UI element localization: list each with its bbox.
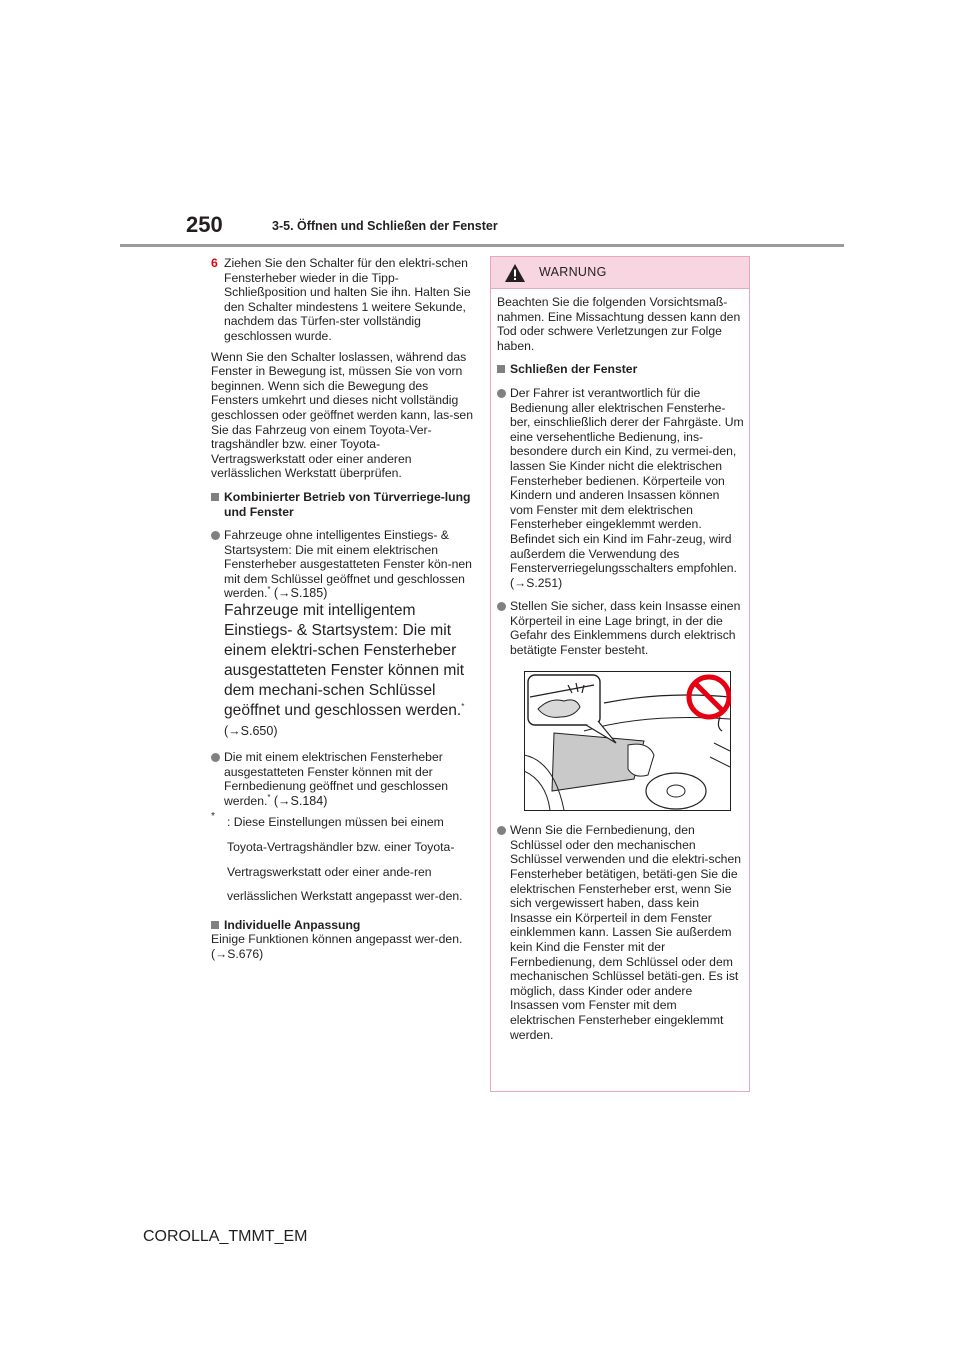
bullet-dot-icon <box>211 531 220 540</box>
window-pinch-illustration <box>524 671 731 811</box>
heading-custom-settings <box>211 918 473 933</box>
list-item <box>497 823 744 1042</box>
bullet-text: Stellen Sie sicher, dass kein Insasse einen Körperteil in eine Lage bringt, in der die Gefahr des Einklemmens durch elektrisch betätigte Fenster besteht. <box>510 599 741 658</box>
heading-text: Individuelle Anpassung <box>224 917 361 932</box>
warning-header <box>491 257 749 289</box>
footnote-marker: * <box>267 792 271 802</box>
bullet-dot-icon <box>497 826 506 835</box>
left-column <box>211 256 473 962</box>
page-header <box>0 0 960 250</box>
page-reference-link[interactable]: (→S.650) <box>224 724 278 739</box>
bullet-text-large-body: Fahrzeuge mit intelligentem Einstiegs- & Startsystem: Die mit einem elektri-schen Fensterheber ausgestatteten Fenster können mit dem mechani-schen Schlüssel geöffnet und geschlossen werden. <box>224 602 465 720</box>
document-code: COROLLA_TMMT_EM <box>143 1228 308 1245</box>
release-paragraph: Wenn Sie den Schalter loslassen, während das Fenster in Bewegung ist, müssen Sie von vorn beginnen. Wenn sich die Bewegung des Fensters umkehrt und dieses nicht vollständig geschlossen oder geöffnet werden kann, las-sen Sie das Fahrzeug von einem Toyota-Ver-tragshändler bzw. einer Toyota-Vertragswerkstatt oder einer anderen verlässlichen Werkstatt überprüfen. <box>211 349 473 481</box>
footnote-text: : Diese Einstellungen müssen bei einem Toyota-Vertragshändler bzw. einer Toyota-Vertragswerkstatt oder einer ande-ren verlässlichen Werkstatt angepasst wer-den. <box>227 815 463 904</box>
list-item <box>497 599 744 657</box>
warning-triangle-icon <box>504 263 526 283</box>
list-item <box>211 528 473 741</box>
bullet-text: Fahrzeuge ohne intelligentes Einstiegs- & Startsystem: Die mit einem elektrischen Fensterheber ausgestatteten Fenster kön-nen mit dem Schlüssel geöffnet und geschlossen werden. <box>224 528 472 601</box>
heading-text: Kombinierter Betrieb von Türverriege-lung und Fenster <box>224 489 471 519</box>
warning-label: WARNUNG <box>539 265 607 279</box>
square-bullet-icon <box>211 493 219 501</box>
warning-body <box>491 289 749 1042</box>
bullet-text: Der Fahrer ist verantwortlich für die Bedienung aller elektrischen Fensterhe-ber, einschließlich derer der Fahrgäste. Um eine versehentliche Bedienung, ins-besondere durch ein Kind, zu vermei-den, lassen Sie Kinder nicht die elektrischen Fensterheber bedienen. Körperteile von Kindern und anderen Insassen können vom Fenster mit dem elektrischen Fensterheber eingeklemmt werden. Befindet sich ein Kind im Fahr-zeug, wird außerdem die Verwendung des Fensterverriegelungsschalters empfohlen. (→S.251) <box>510 385 744 590</box>
bullet-dot-icon <box>497 389 506 398</box>
custom-paragraph: Einige Funktionen können angepasst wer-den. (→S.676) <box>211 932 463 961</box>
step-number: 6 <box>211 256 218 270</box>
list-item <box>211 750 473 808</box>
bullet-text: Die mit einem elektrischen Fensterheber ausgestatteten Fenster können mit der Fernbedienung geöffnet und geschlossen werden. <box>224 750 449 808</box>
heading-text: Schließen der Fenster <box>510 362 638 377</box>
footnote <box>211 810 473 908</box>
warning-heading <box>497 362 744 377</box>
step-text: Ziehen Sie den Schalter für den elektri-schen Fensterheber wieder in die Tipp-Schließposition und halten Sie ihn. Halten Sie den Schalter mindestens 1 weitere Sekunde, nachdem das Türfen-ster vollständig geschlossen wurde. <box>224 256 471 343</box>
footnote-mark: * <box>211 811 215 823</box>
heading-combined-operation <box>211 490 473 519</box>
header-rule <box>120 244 844 247</box>
bullet-text-large <box>224 601 473 741</box>
page-number: 250 <box>186 212 223 237</box>
square-bullet-icon <box>497 365 505 373</box>
list-item <box>497 386 744 590</box>
page-reference-link[interactable]: (→S.185) <box>273 586 328 601</box>
step-6 <box>211 256 473 344</box>
bullet-dot-icon <box>211 753 220 762</box>
warning-intro: Beachten Sie die folgenden Vorsichtsmaß-nahmen. Eine Missachtung dessen kann den Tod oder schwere Verletzungen zur Folge haben. <box>497 295 741 353</box>
bullet-dot-icon <box>497 602 506 611</box>
square-bullet-icon <box>211 921 219 929</box>
footnote-marker: * <box>267 585 271 595</box>
page-reference-link[interactable]: (→S.184) <box>273 793 328 808</box>
footnote-marker: * <box>461 701 465 711</box>
section-title: 3-5. Öffnen und Schließen der Fenster <box>272 219 498 233</box>
warning-box <box>490 256 750 1092</box>
bullet-text: Wenn Sie die Fernbedienung, den Schlüssel oder den mechanischen Schlüssel verwenden und die elektri-schen Fensterheber betätigen, betäti-gen Sie die elektrischen Fensterheber erst, wenn Sie sich vergewissert haben, dass kein Insasse ein Körperteil in dem Fenster einklemmen kann. Lassen Sie außerdem kein Kind die Fenster mit der Fernbedienung, dem Schlüssel oder dem mechanischen Schlüssel betäti-gen. Es ist möglich, dass Kinder oder andere Insassen vom Fenster mit dem elektrischen Fensterheber eingeklemmt werden. <box>510 823 742 1042</box>
